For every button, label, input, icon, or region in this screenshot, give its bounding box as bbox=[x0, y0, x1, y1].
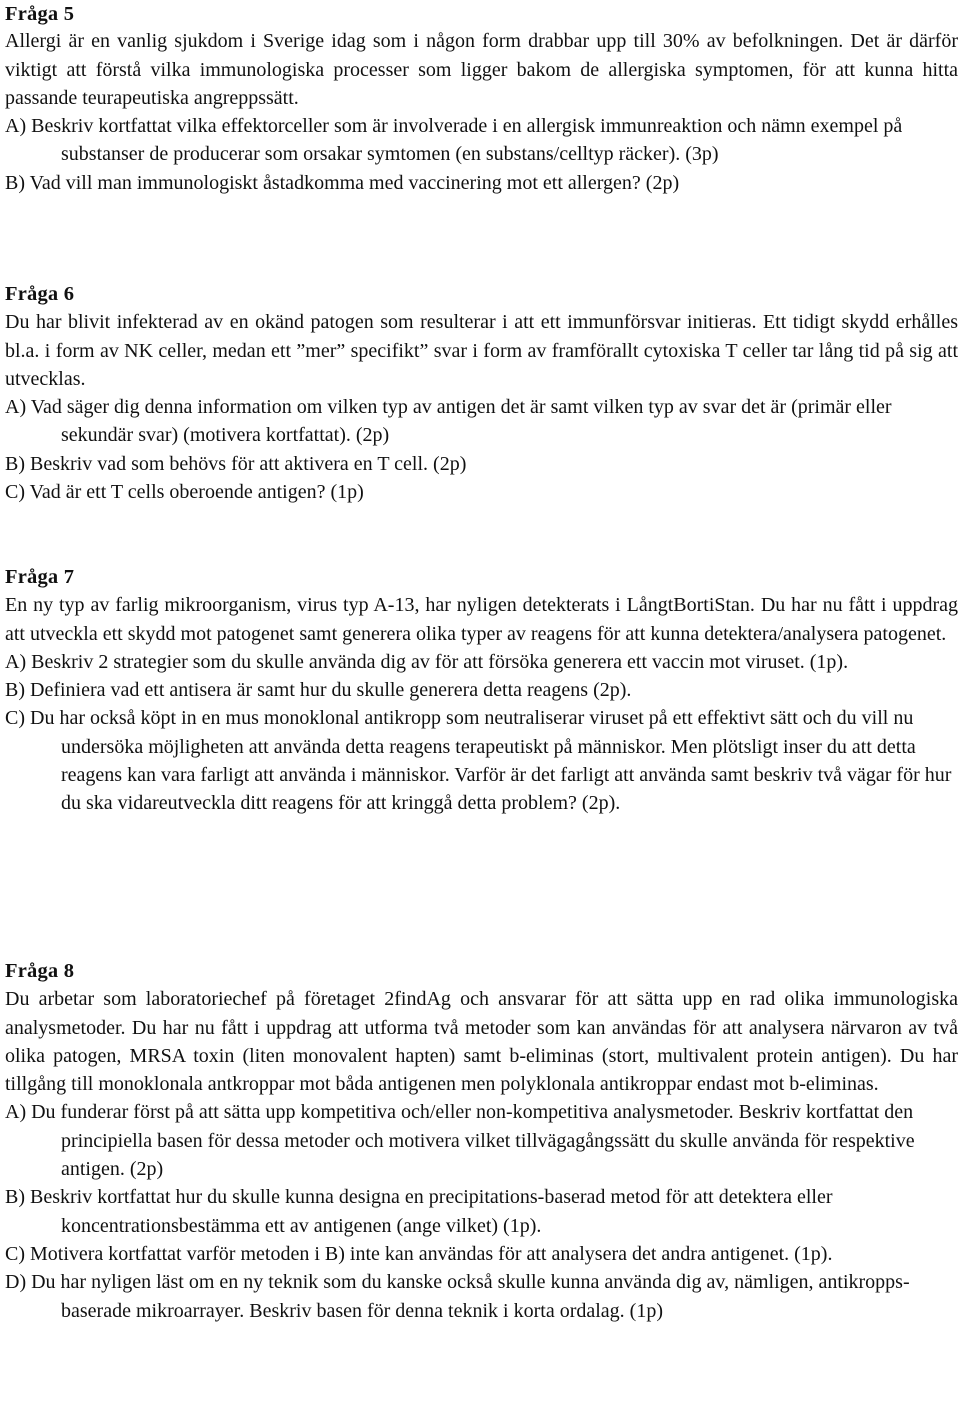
question-item: A) Du funderar först på att sätta upp kompetitiva och/eller non-kompetitiva analysmetoder. Beskriv kortfattat den principiella basen för dessa metoder och motivera vilket tillvägagångssätt du skulle använda för respektive antigen. (2p) bbox=[5, 1101, 915, 1181]
question-item: D) Du har nyligen läst om en ny teknik som du kanske också skulle kunna använda dig av, nämligen, antikropps-baserade mikroarrayer. Beskriv basen för denna teknik i korta ordalag. (1p) bbox=[5, 1271, 910, 1322]
question-item: C) Vad är ett T cells oberoende antigen? (1p) bbox=[5, 481, 364, 504]
question-heading: Fråga 8 bbox=[5, 960, 75, 982]
question-intro: Du har blivit infekterad av en okänd patogen som resulterar i att ett immunförsvar initieras. Ett tidigt skydd erhålles bl.a. i form av NK celler, medan ett ”mer” specifikt” svar i form av framförallt cytoxiska T celler tar lång tid på sig att utvecklas. bbox=[5, 311, 958, 390]
question-heading: Fråga 6 bbox=[5, 283, 75, 305]
question-item: A) Beskriv 2 strategier som du skulle använda dig av för att försöka generera ett vaccin mot viruset. (1p). bbox=[5, 650, 849, 673]
question-item: B) Definiera vad ett antisera är samt hur du skulle generera detta reagens (2p). bbox=[5, 679, 632, 702]
question-item: B) Vad vill man immunologiskt åstadkomma med vaccinering mot ett allergen? (2p) bbox=[5, 171, 680, 194]
question-8 bbox=[5, 957, 958, 1325]
question-intro: En ny typ av farlig mikroorganism, virus typ A-13, har nyligen detekterats i LångtBortiStan. Du har nu fått i uppdrag att utveckla ett skydd mot patogenet samt generera olika typer av reagens för att kunna detektera/analysera patogenet. bbox=[5, 594, 958, 645]
question-item: A) Beskriv kortfattat vilka effektorceller som är involverade i en allergisk immunreaktion och nämn exempel på substanser de producerar som orsakar symtomen (en substans/celltyp räcker). (3p) bbox=[5, 115, 903, 166]
question-item: C) Motivera kortfattat varför metoden i B) inte kan användas för att analysera det andra antigenet. (1p). bbox=[5, 1242, 833, 1265]
question-heading: Fråga 7 bbox=[5, 566, 75, 588]
question-item: C) Du har också köpt in en mus monoklonal antikropp som neutraliserar viruset på ett effektivt sätt och du vill nu undersöka möjligheten att använda detta reagens terapeutiskt på människor. Men plötsligt inser du att detta reagens kan vara farligt att använda i människor. Varför är det farligt att använda samt beskriv två vägar för hur du ska vidareutveckla ditt reagens för att kringgå detta problem? (2p). bbox=[5, 707, 952, 815]
question-item: B) Beskriv kortfattat hur du skulle kunna designa en precipitations-baserad metod för att detektera eller koncentrationsbestämma ett av antigenen (ange vilket) (1p). bbox=[5, 1186, 833, 1237]
question-intro: Du arbetar som laboratoriechef på företaget 2findAg och ansvarar för att sätta upp en rad olika immunologiska analysmetoder. Du har nu fått i uppdrag att utforma två metoder som kan användas för att analysera närvaron av två olika patogen, MRSA toxin (liten monovalent hapten) samt b-eliminas (stort, multivalent protein antigen). Du har tillgång till monoklonala antkroppar mot båda antigenen men polyklonala antikroppar endast mot b-eliminas. bbox=[5, 988, 958, 1096]
question-intro: Allergi är en vanlig sjukdom i Sverige idag som i någon form drabbar upp till 30% av befolkningen. Det är därför viktigt att förstå vilka immunologiska processer som ligger bakom de allergiska symptomen, för att kunna hitta passande teurapeutiska angreppssätt. bbox=[5, 30, 958, 109]
question-5 bbox=[5, 0, 958, 197]
question-heading: Fråga 5 bbox=[5, 3, 75, 25]
question-item: A) Vad säger dig denna information om vilken typ av antigen det är samt vilken typ av svar det är (primär eller sekundär svar) (motivera kortfattat). (2p) bbox=[5, 396, 892, 447]
question-7 bbox=[5, 563, 958, 818]
question-6 bbox=[5, 280, 958, 506]
question-item: B) Beskriv vad som behövs för att aktivera en T cell. (2p) bbox=[5, 452, 467, 475]
